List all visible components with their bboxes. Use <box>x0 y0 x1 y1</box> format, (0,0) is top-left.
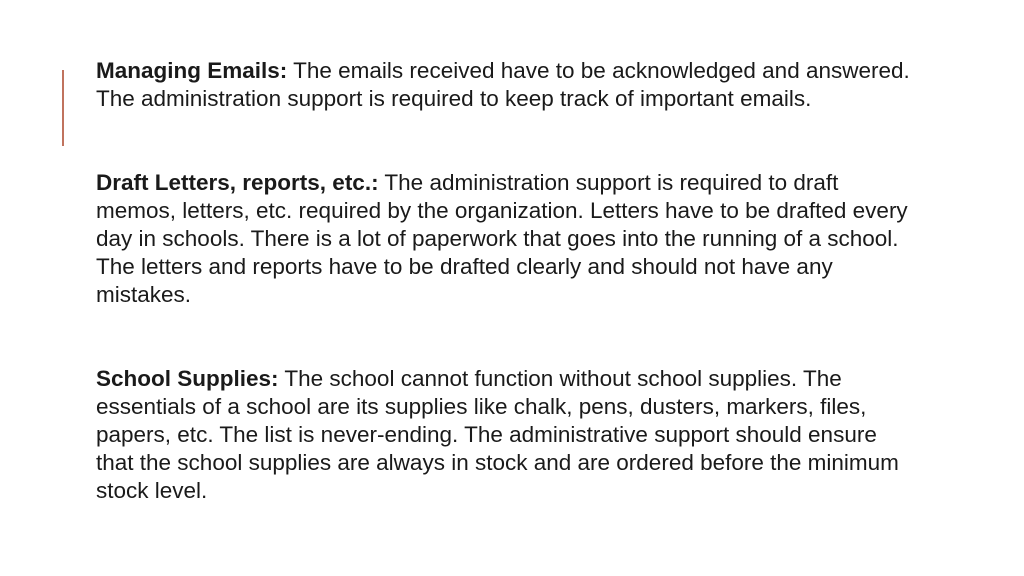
paragraph-body: The school cannot function without school supplies. The essentials of a school are its supplies like chalk, pens, dusters, markers, files, papers, etc. The list is never-ending. The administrative support should ensure that the school supplies are always in stock and are ordered before the minimum stock level. <box>96 366 899 503</box>
paragraph-body: The emails received have to be acknowledged and answered. The administration support is required to keep track of important emails. <box>96 58 910 111</box>
paragraph-heading: Managing Emails: <box>96 58 288 83</box>
accent-bar <box>62 70 64 146</box>
slide-content <box>96 57 916 505</box>
paragraph-body: The administration support is required to draft memos, letters, etc. required by the organization. Letters have to be drafted every day in schools. There is a lot of paperwork that goes into the running of a school. The letters and reports have to be drafted clearly and should not have any mistakes. <box>96 170 908 307</box>
paragraph-heading: Draft Letters, reports, etc.: <box>96 170 379 195</box>
paragraph-school-supplies <box>96 365 916 505</box>
paragraph-draft-letters <box>96 169 916 309</box>
paragraph-managing-emails <box>96 57 916 113</box>
paragraph-heading: School Supplies: <box>96 366 279 391</box>
